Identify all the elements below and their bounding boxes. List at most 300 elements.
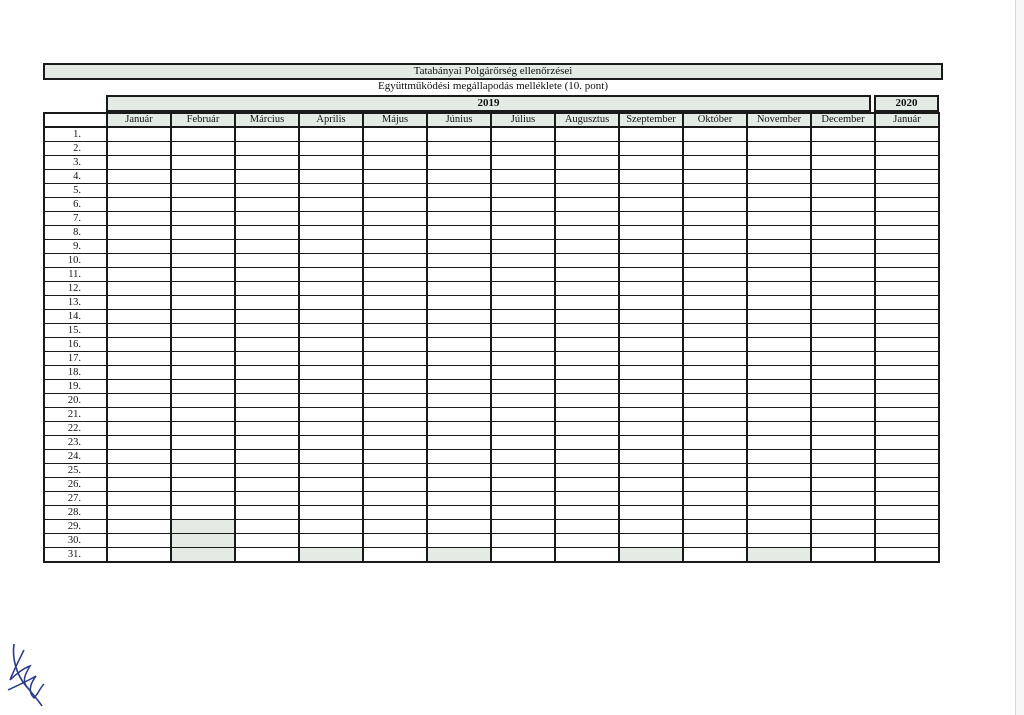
check-cell[interactable] (171, 422, 235, 436)
check-cell[interactable] (171, 198, 235, 212)
check-cell[interactable] (555, 268, 619, 282)
check-cell[interactable] (235, 184, 299, 198)
check-cell[interactable] (811, 366, 875, 380)
check-cell[interactable] (683, 212, 747, 226)
check-cell[interactable] (683, 548, 747, 563)
check-cell[interactable] (363, 338, 427, 352)
check-cell[interactable] (107, 127, 171, 142)
check-cell[interactable] (299, 212, 363, 226)
check-cell[interactable] (683, 408, 747, 422)
check-cell[interactable] (491, 127, 555, 142)
check-cell[interactable] (491, 324, 555, 338)
check-cell[interactable] (875, 408, 939, 422)
check-cell[interactable] (107, 184, 171, 198)
check-cell[interactable] (363, 506, 427, 520)
check-cell[interactable] (875, 534, 939, 548)
check-cell[interactable] (171, 478, 235, 492)
check-cell[interactable] (363, 170, 427, 184)
check-cell[interactable] (107, 254, 171, 268)
check-cell[interactable] (747, 534, 811, 548)
check-cell[interactable] (683, 534, 747, 548)
check-cell[interactable] (811, 324, 875, 338)
check-cell[interactable] (619, 366, 683, 380)
check-cell[interactable] (427, 366, 491, 380)
check-cell[interactable] (619, 240, 683, 254)
check-cell[interactable] (491, 338, 555, 352)
check-cell[interactable] (491, 492, 555, 506)
check-cell[interactable] (299, 478, 363, 492)
check-cell[interactable] (235, 366, 299, 380)
check-cell[interactable] (619, 436, 683, 450)
check-cell[interactable] (235, 450, 299, 464)
check-cell[interactable] (107, 478, 171, 492)
check-cell[interactable] (875, 520, 939, 534)
check-cell[interactable] (619, 520, 683, 534)
check-cell[interactable] (171, 338, 235, 352)
check-cell[interactable] (619, 226, 683, 240)
check-cell[interactable] (299, 282, 363, 296)
check-cell[interactable] (683, 296, 747, 310)
check-cell[interactable] (875, 212, 939, 226)
check-cell[interactable] (811, 520, 875, 534)
check-cell[interactable] (619, 324, 683, 338)
check-cell[interactable] (811, 394, 875, 408)
check-cell[interactable] (107, 352, 171, 366)
check-cell[interactable] (555, 142, 619, 156)
check-cell[interactable] (811, 506, 875, 520)
check-cell[interactable] (747, 127, 811, 142)
check-cell[interactable] (299, 226, 363, 240)
check-cell[interactable] (811, 170, 875, 184)
check-cell[interactable] (811, 184, 875, 198)
check-cell[interactable] (555, 534, 619, 548)
check-cell[interactable] (555, 310, 619, 324)
check-cell[interactable] (811, 380, 875, 394)
check-cell[interactable] (747, 254, 811, 268)
check-cell[interactable] (363, 324, 427, 338)
check-cell[interactable] (555, 324, 619, 338)
check-cell[interactable] (875, 127, 939, 142)
check-cell[interactable] (747, 198, 811, 212)
check-cell[interactable] (299, 170, 363, 184)
check-cell[interactable] (491, 450, 555, 464)
check-cell[interactable] (747, 296, 811, 310)
check-cell[interactable] (235, 240, 299, 254)
check-cell[interactable] (107, 142, 171, 156)
check-cell[interactable] (747, 380, 811, 394)
check-cell[interactable] (235, 464, 299, 478)
check-cell[interactable] (171, 492, 235, 506)
check-cell[interactable] (747, 520, 811, 534)
check-cell[interactable] (555, 198, 619, 212)
check-cell[interactable] (427, 170, 491, 184)
check-cell[interactable] (811, 408, 875, 422)
check-cell[interactable] (235, 520, 299, 534)
check-cell[interactable] (171, 450, 235, 464)
check-cell[interactable] (491, 184, 555, 198)
check-cell[interactable] (363, 310, 427, 324)
check-cell[interactable] (683, 352, 747, 366)
check-cell[interactable] (427, 127, 491, 142)
check-cell[interactable] (171, 254, 235, 268)
check-cell[interactable] (619, 156, 683, 170)
check-cell[interactable] (491, 226, 555, 240)
check-cell[interactable] (555, 464, 619, 478)
check-cell[interactable] (299, 408, 363, 422)
check-cell[interactable] (811, 492, 875, 506)
check-cell[interactable] (107, 296, 171, 310)
check-cell[interactable] (619, 254, 683, 268)
check-cell[interactable] (683, 324, 747, 338)
check-cell[interactable] (811, 450, 875, 464)
check-cell[interactable] (427, 282, 491, 296)
check-cell[interactable] (811, 422, 875, 436)
check-cell[interactable] (171, 352, 235, 366)
check-cell[interactable] (363, 184, 427, 198)
check-cell[interactable] (811, 296, 875, 310)
check-cell[interactable] (427, 534, 491, 548)
check-cell[interactable] (171, 170, 235, 184)
check-cell[interactable] (427, 520, 491, 534)
check-cell[interactable] (747, 366, 811, 380)
check-cell[interactable] (747, 324, 811, 338)
check-cell[interactable] (747, 226, 811, 240)
check-cell[interactable] (555, 156, 619, 170)
check-cell[interactable] (747, 282, 811, 296)
check-cell[interactable] (427, 408, 491, 422)
check-cell[interactable] (235, 310, 299, 324)
check-cell[interactable] (427, 506, 491, 520)
check-cell[interactable] (491, 156, 555, 170)
check-cell[interactable] (107, 310, 171, 324)
check-cell[interactable] (811, 268, 875, 282)
check-cell[interactable] (299, 422, 363, 436)
check-cell[interactable] (491, 254, 555, 268)
check-cell[interactable] (363, 352, 427, 366)
check-cell[interactable] (683, 492, 747, 506)
check-cell[interactable] (235, 296, 299, 310)
check-cell[interactable] (235, 408, 299, 422)
check-cell[interactable] (235, 338, 299, 352)
check-cell[interactable] (107, 520, 171, 534)
check-cell[interactable] (555, 450, 619, 464)
check-cell[interactable] (683, 520, 747, 534)
check-cell[interactable] (747, 352, 811, 366)
check-cell[interactable] (427, 268, 491, 282)
check-cell[interactable] (235, 282, 299, 296)
check-cell[interactable] (107, 506, 171, 520)
check-cell[interactable] (683, 338, 747, 352)
check-cell[interactable] (363, 520, 427, 534)
check-cell[interactable] (171, 464, 235, 478)
check-cell[interactable] (107, 450, 171, 464)
check-cell[interactable] (619, 338, 683, 352)
check-cell[interactable] (619, 282, 683, 296)
check-cell[interactable] (299, 506, 363, 520)
check-cell[interactable] (555, 436, 619, 450)
check-cell[interactable] (171, 408, 235, 422)
check-cell[interactable] (875, 436, 939, 450)
check-cell[interactable] (683, 156, 747, 170)
check-cell[interactable] (235, 506, 299, 520)
check-cell[interactable] (683, 394, 747, 408)
check-cell[interactable] (683, 184, 747, 198)
check-cell[interactable] (875, 156, 939, 170)
check-cell[interactable] (683, 170, 747, 184)
check-cell[interactable] (299, 436, 363, 450)
check-cell[interactable] (811, 198, 875, 212)
check-cell[interactable] (875, 324, 939, 338)
check-cell[interactable] (683, 142, 747, 156)
check-cell[interactable] (747, 464, 811, 478)
check-cell[interactable] (875, 170, 939, 184)
check-cell[interactable] (491, 534, 555, 548)
check-cell[interactable] (171, 142, 235, 156)
check-cell[interactable] (747, 506, 811, 520)
check-cell[interactable] (491, 408, 555, 422)
check-cell[interactable] (235, 394, 299, 408)
check-cell[interactable] (491, 296, 555, 310)
check-cell[interactable] (107, 464, 171, 478)
check-cell[interactable] (363, 254, 427, 268)
check-cell[interactable] (235, 380, 299, 394)
check-cell[interactable] (875, 464, 939, 478)
check-cell[interactable] (363, 464, 427, 478)
check-cell[interactable] (747, 492, 811, 506)
check-cell[interactable] (747, 450, 811, 464)
check-cell[interactable] (619, 408, 683, 422)
check-cell[interactable] (299, 254, 363, 268)
check-cell[interactable] (555, 226, 619, 240)
check-cell[interactable] (619, 268, 683, 282)
check-cell[interactable] (619, 464, 683, 478)
check-cell[interactable] (427, 324, 491, 338)
check-cell[interactable] (683, 268, 747, 282)
check-cell[interactable] (491, 548, 555, 563)
check-cell[interactable] (427, 142, 491, 156)
check-cell[interactable] (555, 352, 619, 366)
check-cell[interactable] (427, 296, 491, 310)
check-cell[interactable] (363, 366, 427, 380)
check-cell[interactable] (491, 380, 555, 394)
check-cell[interactable] (811, 534, 875, 548)
check-cell[interactable] (875, 380, 939, 394)
check-cell[interactable] (555, 184, 619, 198)
check-cell[interactable] (299, 394, 363, 408)
check-cell[interactable] (619, 534, 683, 548)
check-cell[interactable] (619, 310, 683, 324)
check-cell[interactable] (619, 184, 683, 198)
check-cell[interactable] (107, 394, 171, 408)
check-cell[interactable] (235, 127, 299, 142)
check-cell[interactable] (491, 198, 555, 212)
check-cell[interactable] (555, 366, 619, 380)
check-cell[interactable] (427, 212, 491, 226)
check-cell[interactable] (107, 324, 171, 338)
check-cell[interactable] (171, 324, 235, 338)
check-cell[interactable] (875, 268, 939, 282)
check-cell[interactable] (747, 408, 811, 422)
check-cell[interactable] (107, 198, 171, 212)
check-cell[interactable] (107, 212, 171, 226)
check-cell[interactable] (491, 310, 555, 324)
check-cell[interactable] (235, 156, 299, 170)
check-cell[interactable] (427, 436, 491, 450)
check-cell[interactable] (427, 240, 491, 254)
check-cell[interactable] (363, 534, 427, 548)
check-cell[interactable] (811, 352, 875, 366)
check-cell[interactable] (107, 422, 171, 436)
check-cell[interactable] (427, 198, 491, 212)
check-cell[interactable] (299, 198, 363, 212)
check-cell[interactable] (683, 506, 747, 520)
check-cell[interactable] (107, 380, 171, 394)
check-cell[interactable] (683, 240, 747, 254)
check-cell[interactable] (747, 478, 811, 492)
check-cell[interactable] (427, 338, 491, 352)
check-cell[interactable] (299, 464, 363, 478)
check-cell[interactable] (811, 212, 875, 226)
check-cell[interactable] (107, 366, 171, 380)
check-cell[interactable] (491, 520, 555, 534)
check-cell[interactable] (363, 548, 427, 563)
check-cell[interactable] (299, 534, 363, 548)
check-cell[interactable] (875, 198, 939, 212)
check-cell[interactable] (299, 338, 363, 352)
check-cell[interactable] (875, 548, 939, 563)
check-cell[interactable] (619, 394, 683, 408)
check-cell[interactable] (427, 394, 491, 408)
check-cell[interactable] (299, 366, 363, 380)
check-cell[interactable] (171, 127, 235, 142)
check-cell[interactable] (107, 156, 171, 170)
check-cell[interactable] (683, 198, 747, 212)
check-cell[interactable] (171, 240, 235, 254)
check-cell[interactable] (619, 198, 683, 212)
check-cell[interactable] (299, 450, 363, 464)
check-cell[interactable] (747, 310, 811, 324)
check-cell[interactable] (171, 226, 235, 240)
check-cell[interactable] (299, 310, 363, 324)
check-cell[interactable] (619, 296, 683, 310)
check-cell[interactable] (491, 366, 555, 380)
check-cell[interactable] (555, 170, 619, 184)
check-cell[interactable] (427, 254, 491, 268)
check-cell[interactable] (683, 127, 747, 142)
check-cell[interactable] (811, 240, 875, 254)
check-cell[interactable] (427, 478, 491, 492)
check-cell[interactable] (107, 282, 171, 296)
check-cell[interactable] (555, 492, 619, 506)
check-cell[interactable] (171, 394, 235, 408)
check-cell[interactable] (875, 282, 939, 296)
check-cell[interactable] (875, 310, 939, 324)
check-cell[interactable] (363, 422, 427, 436)
check-cell[interactable] (363, 450, 427, 464)
check-cell[interactable] (235, 198, 299, 212)
check-cell[interactable] (811, 464, 875, 478)
check-cell[interactable] (427, 380, 491, 394)
check-cell[interactable] (427, 310, 491, 324)
check-cell[interactable] (491, 478, 555, 492)
check-cell[interactable] (171, 268, 235, 282)
check-cell[interactable] (363, 212, 427, 226)
check-cell[interactable] (619, 450, 683, 464)
check-cell[interactable] (363, 380, 427, 394)
check-cell[interactable] (107, 268, 171, 282)
check-cell[interactable] (491, 506, 555, 520)
check-cell[interactable] (299, 142, 363, 156)
check-cell[interactable] (555, 212, 619, 226)
check-cell[interactable] (299, 184, 363, 198)
check-cell[interactable] (747, 170, 811, 184)
check-cell[interactable] (363, 198, 427, 212)
check-cell[interactable] (235, 478, 299, 492)
check-cell[interactable] (107, 338, 171, 352)
check-cell[interactable] (811, 142, 875, 156)
check-cell[interactable] (875, 184, 939, 198)
check-cell[interactable] (683, 226, 747, 240)
check-cell[interactable] (299, 352, 363, 366)
check-cell[interactable] (171, 282, 235, 296)
check-cell[interactable] (171, 212, 235, 226)
check-cell[interactable] (363, 282, 427, 296)
check-cell[interactable] (747, 240, 811, 254)
check-cell[interactable] (619, 142, 683, 156)
check-cell[interactable] (811, 338, 875, 352)
check-cell[interactable] (747, 338, 811, 352)
check-cell[interactable] (747, 422, 811, 436)
check-cell[interactable] (555, 408, 619, 422)
check-cell[interactable] (363, 127, 427, 142)
check-cell[interactable] (491, 394, 555, 408)
check-cell[interactable] (683, 254, 747, 268)
check-cell[interactable] (875, 240, 939, 254)
check-cell[interactable] (107, 436, 171, 450)
check-cell[interactable] (299, 268, 363, 282)
check-cell[interactable] (299, 380, 363, 394)
check-cell[interactable] (619, 127, 683, 142)
check-cell[interactable] (619, 212, 683, 226)
check-cell[interactable] (171, 296, 235, 310)
check-cell[interactable] (491, 240, 555, 254)
check-cell[interactable] (747, 184, 811, 198)
check-cell[interactable] (747, 212, 811, 226)
check-cell[interactable] (747, 394, 811, 408)
check-cell[interactable] (747, 436, 811, 450)
check-cell[interactable] (619, 478, 683, 492)
check-cell[interactable] (875, 338, 939, 352)
check-cell[interactable] (235, 548, 299, 563)
check-cell[interactable] (555, 254, 619, 268)
check-cell[interactable] (235, 226, 299, 240)
check-cell[interactable] (491, 422, 555, 436)
check-cell[interactable] (875, 394, 939, 408)
check-cell[interactable] (555, 127, 619, 142)
check-cell[interactable] (363, 156, 427, 170)
check-cell[interactable] (299, 324, 363, 338)
check-cell[interactable] (619, 170, 683, 184)
check-cell[interactable] (555, 506, 619, 520)
check-cell[interactable] (427, 450, 491, 464)
check-cell[interactable] (427, 184, 491, 198)
check-cell[interactable] (875, 478, 939, 492)
check-cell[interactable] (235, 436, 299, 450)
check-cell[interactable] (619, 506, 683, 520)
check-cell[interactable] (299, 240, 363, 254)
check-cell[interactable] (171, 184, 235, 198)
check-cell[interactable] (491, 464, 555, 478)
